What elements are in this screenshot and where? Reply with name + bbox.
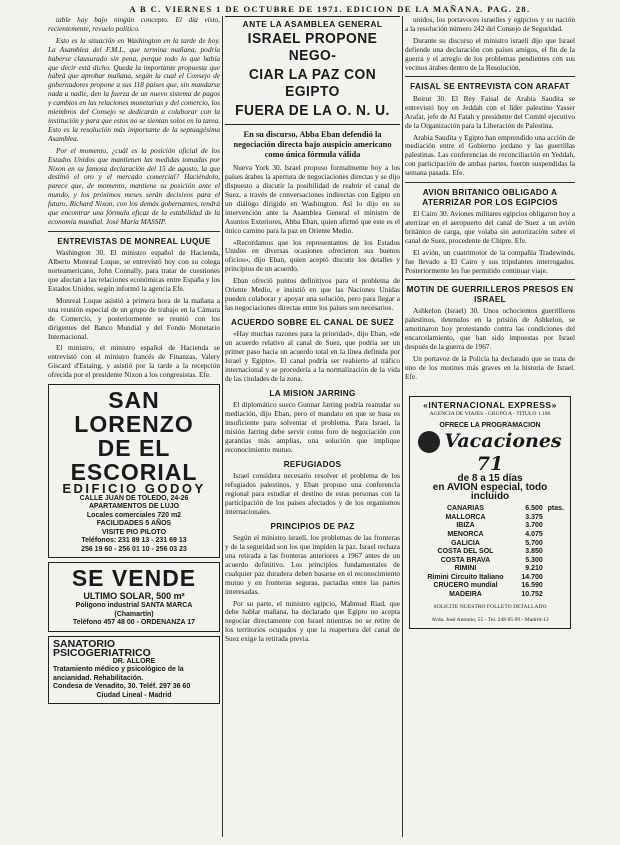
destination-price: 4.075 xyxy=(525,530,543,538)
section-heading: ACUERDO SOBRE EL CANAL DE SUEZ xyxy=(231,317,394,327)
table-row xyxy=(416,522,564,531)
empty-cell xyxy=(543,591,564,600)
paragraph: Ashkelon (Israel) 30. Unos ochocientos guerrilleros palestinos, detenidos en la prisión de Ashkelon, se amotinaron hoy protestando contra las condiciones del encarcelamiento, que han sido impuestas por Israel después de la guerra de 1967. xyxy=(405,306,575,352)
section-heading: ENTREVISTAS DE MONREAL LUQUE xyxy=(57,236,211,246)
paragraph: El ministro, el ministro español de Hacienda se entrevistó con el ministro francés de Finanzas, Valery Giscard d'Estaing, y asistió por la tarde a la recepción ofrecida por el presidente Nixon a los congresistas. Efe. xyxy=(48,343,220,380)
column-rule xyxy=(222,16,223,837)
ad-text: (Chamartín) xyxy=(114,610,154,618)
table-row xyxy=(416,514,564,523)
destination-name: COSTA BRAVA xyxy=(440,556,491,564)
destination-name: MENORCA xyxy=(447,530,484,538)
destination-name: MALLORCA xyxy=(445,513,486,521)
destination-price: 5.300 xyxy=(525,556,543,564)
ad-title: SAN LORENZO xyxy=(74,387,194,438)
ad-text: Ciudad Lineal - Madrid xyxy=(96,691,172,699)
ad-title: «INTERNACIONAL EXPRESS» xyxy=(423,399,557,410)
divider xyxy=(405,76,575,77)
column-rule xyxy=(402,16,403,837)
empty-cell xyxy=(543,522,564,531)
ad-escorial xyxy=(48,384,220,558)
ad-text: FACILIDADES 5 AÑOS xyxy=(96,520,172,528)
destination-price: 3.700 xyxy=(525,522,543,530)
destination-name: MADEIRA xyxy=(449,591,482,599)
paragraph: El avión, un cuatrimotor de la compañía Tradewinds, fue llevado a El Cairo y sus tripulantes interrogados. Posteriormente les fue permitido continuar viaje. xyxy=(405,247,575,275)
column-1 xyxy=(48,16,220,839)
ad-headline xyxy=(416,430,564,475)
table-row xyxy=(416,565,564,574)
table-row xyxy=(416,591,564,600)
ad-text: APARTAMENTOS DE LUJO xyxy=(88,503,180,511)
ad-text: OFRECE LA PROGRAMACION xyxy=(439,421,541,429)
ad-subtitle: ULTIMO SOLAR, 500 m² xyxy=(83,591,185,602)
destination-price: 3.375 xyxy=(525,513,543,521)
page-header: A B C. VIERNES 1 DE OCTUBRE DE 1971. EDICION DE LA MAÑANA. PAG. 28. xyxy=(129,4,531,14)
headline-line: FUERA DE LA O. N. U. xyxy=(235,102,390,119)
ad-text: Condesa de Venadito, 30. Teléf. 297 36 60 xyxy=(53,683,191,691)
ad-text: Tratamiento médico y psicológico de la ancianidad. Rehabilitación. xyxy=(53,666,184,682)
paragraph: Washington 30. El ministro español de Hacienda, Alberto Monreal Luque, se entrevistó hoy con su colega norteamericano, John Connally, para tratar de cuestiones que afectan a las relaciones económicas entre España y los Estados Unidos, según informó la agencia Efe. xyxy=(48,248,220,293)
headline-kicker: ANTE LA ASAMBLEA GENERAL xyxy=(242,19,383,29)
destination-price: 14.700 xyxy=(521,573,543,581)
ad-text: Teléfonos: 231 89 13 - 231 69 13 xyxy=(81,537,187,545)
empty-cell xyxy=(543,540,564,549)
empty-cell xyxy=(543,582,564,591)
ad-text: Polígono industrial SANTA MARCA xyxy=(75,602,193,610)
destination-name: Rimini Circuito Italiano xyxy=(427,573,504,581)
section-heading: LA MISION JARRING xyxy=(269,388,356,398)
ad-text: 256 19 60 - 256 01 10 - 256 03 23 xyxy=(81,545,187,553)
ad-sanatorio xyxy=(48,636,220,704)
destinations-table xyxy=(416,505,564,600)
section-heading: REFUGIADOS xyxy=(283,459,342,469)
sun-icon xyxy=(418,431,440,453)
destination-price: 16.590 xyxy=(521,582,543,590)
section-heading: PRINCIPIOS DE PAZ xyxy=(270,521,355,531)
table-row xyxy=(416,505,564,514)
ad-vacaciones xyxy=(409,396,571,630)
column-3 xyxy=(405,16,575,839)
paragraph: Por el momento, ¿cuál es la posición oficial de los Estados Unidos que mantienen las medidas tomadas por Nixon en su famosa declaración del 15 de agosto, la que destinó el oro y el mercado comercial? Haciéndolo, parece que, de momento, mantiene su posición ante el mundo, y los próximos meses serán decisivos para el futuro. Richard Nixon, con los demás gobernantes, tendrá que encontrar una fórmula eficaz de la estabilidad de la economía mundial. José María MASSIP. xyxy=(48,145,220,226)
table-row xyxy=(416,574,564,583)
ad-text: DR. ALLORE xyxy=(112,657,156,665)
ad-title: SANATORIO PSICOGERIATRICO xyxy=(53,637,151,659)
destination-name: GALICIA xyxy=(451,539,480,547)
ad-text: Teléfono 457 48 00 - ORDENANZA 17 xyxy=(72,619,196,627)
ad-text: Locales comerciales 720 m2 xyxy=(86,511,182,519)
destination-price: 6.500 xyxy=(525,505,543,513)
empty-cell xyxy=(543,565,564,574)
table-row xyxy=(416,531,564,540)
paragraph: Según el ministro israelí, los problemas de las fronteras y de la seguridad son los que impiden la paz. Israel rechaza una retirada a las fronteras anteriores a 1967 antes de un acuerdo definitivo. Los principios fundamentales de cualquier paz duradera deben basarse en el reconocimiento mutuo y en fronteras seguras, pactadas entre las partes interesadas. xyxy=(225,533,400,596)
destination-name: IBIZA xyxy=(456,522,475,530)
ad-text: AGENCIA DE VIAJES - GRUPO A - TITULO 1.186 xyxy=(429,410,551,417)
section-heading: FAISAL SE ENTREVISTA CON ARAFAT xyxy=(410,82,570,92)
ad-headline-text: Vacaciones 71 xyxy=(444,430,562,476)
divider xyxy=(405,182,575,183)
section-heading: AVION BRITANICO OBLIGADO A ATERRIZAR POR LOS EGIPCIOS xyxy=(422,188,558,207)
paragraph: unidos, los portavoces israelíes y egipcios y su nación a la resolución número 242 del Consejo de Seguridad. xyxy=(405,16,575,33)
ad-text: CALLE JUAN DE TOLEDO, 24-26 xyxy=(79,494,189,502)
headline-line: CIAR LA PAZ CON EGIPTO xyxy=(248,66,377,100)
empty-cell xyxy=(543,574,564,583)
destination-name: COSTA DEL SOL xyxy=(437,548,494,556)
destination-name: CANARIAS xyxy=(447,505,484,513)
paragraph: table hay bajo ningún concepto. El día vísto, recientemente, revuelo político. xyxy=(48,16,220,33)
table-row xyxy=(416,582,564,591)
paragraph: Esto es la situación en Washington en la tarde de hoy. La Asamblea del F.M.I., que termina mañana, podría haberse clausurado sin pena, porque todo lo que había que decir está dicho. Queda la importante propuesta que habrá que aprobar mañana, según la cual el Consejo de gobernadores propone a sus 118 países que, sin mandarse nada a nadie, den la fuerza de un nuevo sistema de pagos y cambios en las relaciones monetarias y del comercio, los miembros del Consejo se dedicarán a colaborar con la institución y para que estos no se sientan solos en la tarea. Esto es la resolución más importante de la septuagésima Asamblea. xyxy=(48,35,220,143)
paragraph: Durante su discurso el ministro israelí dijo que Israel defiende una declaración con países amigos, el fin de la guerra y el arreglo de los problemas pendientes con sus vecinos árabes dentro de la Resolución. xyxy=(405,35,575,72)
column-2 xyxy=(225,16,400,839)
empty-cell xyxy=(543,514,564,523)
destination-price: 9.210 xyxy=(525,565,543,573)
table-row xyxy=(416,548,564,557)
destination-name: CRUCERO mundial xyxy=(433,582,498,590)
currency-label: ptas. xyxy=(547,505,564,513)
paragraph: Beirut 30. El Rey Faisal de Arabia Saudita se entrevistó hoy en Jeddah con el líder palestino Yasser Arafat, jefe de Al Fatah y presidente del Comité ejecutivo de la Organización para la Liberación de Palestina. xyxy=(405,93,575,130)
paragraph: El diplomático sueco Gunnar Jarring podría reanudar su mediación, dijo Eban, pero el mandato en que se basa es insuficiente para solventar el problema. Para Israel, la misión Jarring debe servir como foro de negociación con garantías más amplias, una solución que implique reconocimiento mutuo. xyxy=(225,400,400,454)
divider xyxy=(405,279,575,280)
headline-line: ISRAEL PROPONE NEGO- xyxy=(247,30,378,64)
paragraph: «Hay muchas razones para la prioridad», dijo Eban, «de un acuerdo relativo al canal de Suez, que podría ser un primer paso hacia un acuerdo total en la línea definida por Israel y Egipto». El canal podría ser reabierto al tráfico internacional y se procedería a la normalización de la vida de las ciudades de la zona. xyxy=(225,329,400,383)
destination-price: 5.700 xyxy=(525,539,543,547)
ad-title: SE VENDE xyxy=(71,565,197,592)
destination-price: 10.752 xyxy=(521,591,543,599)
divider xyxy=(48,231,220,232)
ad-text: Avda. José Antonio, 55 - Tel. 248 85 09 - Madrid-13 xyxy=(431,616,549,623)
section-heading: MOTIN DE GUERRILLEROS PRESOS EN ISRAEL xyxy=(406,285,574,304)
paragraph: Israel considera necesario resolver el problema de los refugiados palestinos, y Eban propuso una conferencia regional para estudiar el destino de estas personas con la participación de los países afectados y de los organismos internacionales. xyxy=(225,471,400,516)
paragraph: Arabia Saudita y Egipto han emprendido una acción de mediación entre el Gobierno jordano y las guerrillas palestinas. Las conferencias de reconciliación en Yeddah, con participación de ambas partes, fueron suspendidas la semana pasada. Efe. xyxy=(405,132,575,178)
paragraph: Eban ofreció puntos definitivos para el problema de Oriente Medio, e insistió en que las Naciones Unidas pueden colaborar y apoyar una solución, pero para llegar a las negociaciones directas entre los países son necesarios. xyxy=(225,276,400,312)
paragraph: Nueva York 30. Israel propuso formalmente hoy a los países árabes la apertura de negociaciones directas y se dijo dispuesto a discutir la posibilidad de reabrir el canal de Suez, a través de conversaciones indirectas con Egipto en un diálogo dirigido en Washington. Así lo dijo en su intervención ante la Asamblea General el ministro de Asuntos Exteriores, Abba Eban, quien afirmó que este es el único camino para la paz en Oriente Medio. xyxy=(225,163,400,235)
paragraph: El Cairo 30. Aviones militares egipcios obligaron hoy a aterrizar en el aeropuerto del canal de Suez a un avión británico de carga, que volaba sin autorización sobre el canal de Suez, procedente de Chipre. Efe. xyxy=(405,209,575,245)
table-row xyxy=(416,557,564,566)
ad-title: DE EL ESCORIAL xyxy=(70,435,198,486)
table-row xyxy=(416,540,564,549)
main-headline-block xyxy=(225,16,400,125)
empty-cell xyxy=(543,548,564,557)
empty-cell xyxy=(543,557,564,566)
ad-text: VISITE PIO PILOTO xyxy=(101,528,167,536)
destination-price: 3.850 xyxy=(525,548,543,556)
ad-text: en AVION especial, todo incluido xyxy=(432,482,548,503)
ad-subtitle: EDIFICIO GODOY xyxy=(62,481,206,497)
paragraph: Un portavoz de la Policía ha declarado que se trata de uno de los motines más graves en la historia de Israel. Efe. xyxy=(405,353,575,381)
paragraph: «Recordamos que los representantes de los Estados Unidos en diversas ocasiones ofrecieron sus buenos oficios», dijo Eban, quien aceptó discutir los detalles y principios de un acuerdo. xyxy=(225,237,400,274)
paragraph: Por su parte, el ministro egipcio, Mahmud Riad, que debe hablar mañana, ha declarado que Egipto no acepta negociar directamente con Israel mientras no se retire de los territorios ocupados y que la reapertura del canal de Suez exige la retirada previa. xyxy=(225,598,400,644)
subheadline: En su discurso, Abba Eban defendió la negociación directa bajo auspicio americano como única fórmula válida xyxy=(233,129,392,159)
destination-name: RIMINI xyxy=(454,565,477,573)
ad-text: de 8 a 15 días xyxy=(457,473,523,485)
empty-cell xyxy=(543,531,564,540)
ad-se-vende xyxy=(48,562,220,631)
ad-text: SOLICITE NUESTRO FOLLETO DETALLADO xyxy=(433,603,547,610)
paragraph: Monreal Luque asistió a primera hora de la mañana a una reunión especial de un grupo de trabajo en la Cámara de Comercio, y posteriormente se reunió con los dirigentes del Banco Mundial y del Fondo Monetario Internacional. xyxy=(48,295,220,341)
